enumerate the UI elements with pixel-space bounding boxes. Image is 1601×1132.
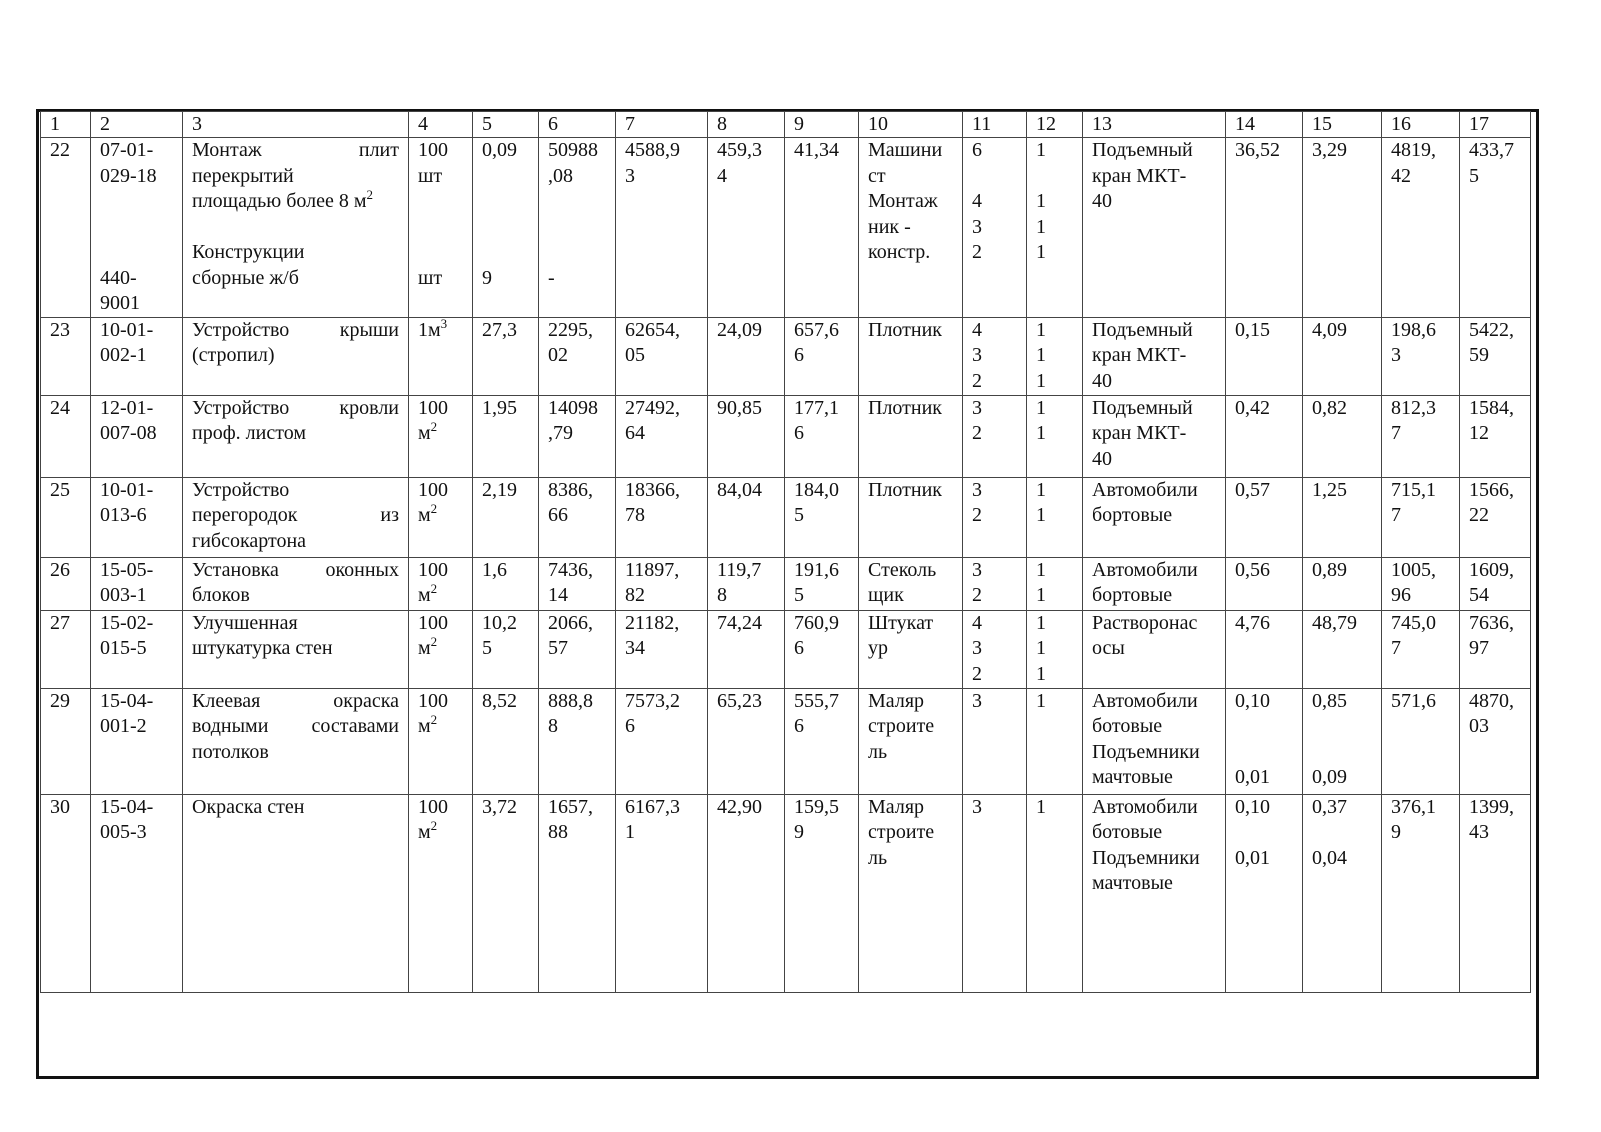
rate-code: 07-01- 029-18 440- 9001 bbox=[91, 138, 183, 318]
description-line bbox=[192, 529, 399, 555]
value-17: 5422, 59 bbox=[1460, 317, 1531, 395]
value-16: 715,1 7 bbox=[1382, 477, 1460, 557]
unit-exponent: 2 bbox=[430, 634, 438, 649]
value-14: 0,15 bbox=[1226, 317, 1303, 395]
description-line bbox=[192, 396, 399, 422]
worker-profession: Штукат ур bbox=[859, 610, 963, 688]
description-text: Устройство крыши bbox=[192, 318, 399, 341]
quantity: 3,72 bbox=[473, 794, 539, 992]
row-number: 30 bbox=[41, 794, 91, 992]
column-number-14: 14 bbox=[1226, 112, 1303, 138]
value-6: 2066, 57 bbox=[539, 610, 616, 688]
description-text: потолков bbox=[192, 740, 269, 763]
value-9: 555,7 6 bbox=[785, 688, 859, 794]
description-text: перекрытий bbox=[192, 164, 294, 187]
value-7: 21182, 34 bbox=[616, 610, 708, 688]
value-16: 571,6 bbox=[1382, 688, 1460, 794]
row-number: 25 bbox=[41, 477, 91, 557]
value-6: 14098 ,79 bbox=[539, 395, 616, 477]
value-9: 760,9 6 bbox=[785, 610, 859, 688]
work-description bbox=[183, 557, 409, 610]
value-15: 48,79 bbox=[1303, 610, 1382, 688]
value-6: 888,8 8 bbox=[539, 688, 616, 794]
value-8: 74,24 bbox=[708, 610, 785, 688]
description-line bbox=[192, 689, 399, 715]
description-line bbox=[192, 583, 399, 609]
unit-exponent: 2 bbox=[430, 818, 438, 833]
table-row bbox=[41, 688, 1531, 794]
work-description bbox=[183, 610, 409, 688]
value-17: 4870, 03 bbox=[1460, 688, 1531, 794]
value-15: 0,85 0,09 bbox=[1303, 688, 1382, 794]
value-14: 36,52 bbox=[1226, 138, 1303, 318]
value-9: 177,1 6 bbox=[785, 395, 859, 477]
description-text: Улучшенная bbox=[192, 611, 298, 634]
column-number-12: 12 bbox=[1027, 112, 1083, 138]
unit-cell bbox=[409, 317, 473, 395]
table-row bbox=[41, 317, 1531, 395]
value-8: 42,90 bbox=[708, 794, 785, 992]
value-16: 376,1 9 bbox=[1382, 794, 1460, 992]
worker-count: 1 1 bbox=[1027, 477, 1083, 557]
unit-exponent: 2 bbox=[366, 187, 374, 202]
column-number-6: 6 bbox=[539, 112, 616, 138]
description-line bbox=[192, 795, 399, 821]
description-line bbox=[192, 343, 399, 369]
row-number: 29 bbox=[41, 688, 91, 794]
value-15: 3,29 bbox=[1303, 138, 1382, 318]
worker-profession: Плотник bbox=[859, 317, 963, 395]
machine-name: Автомобили ботовые Подъемники мачтовые bbox=[1083, 688, 1226, 794]
column-number-9: 9 bbox=[785, 112, 859, 138]
value-17: 1399, 43 bbox=[1460, 794, 1531, 992]
value-9: 159,5 9 bbox=[785, 794, 859, 992]
value-14: 4,76 bbox=[1226, 610, 1303, 688]
worker-profession: Стеколь щик bbox=[859, 557, 963, 610]
worker-count: 1 1 1 bbox=[1027, 317, 1083, 395]
value-15: 0,82 bbox=[1303, 395, 1382, 477]
work-description bbox=[183, 317, 409, 395]
value-9: 41,34 bbox=[785, 138, 859, 318]
value-14: 0,10 0,01 bbox=[1226, 794, 1303, 992]
value-17: 1584, 12 bbox=[1460, 395, 1531, 477]
description-line bbox=[192, 714, 399, 740]
description-text: блоков bbox=[192, 584, 250, 606]
value-9: 191,6 5 bbox=[785, 557, 859, 610]
rate-code: 10-01- 002-1 bbox=[91, 317, 183, 395]
description-text: Устройство bbox=[192, 478, 290, 501]
value-8: 459,3 4 bbox=[708, 138, 785, 318]
worker-profession: Машини ст Монтаж ник - констр. bbox=[859, 138, 963, 318]
unit-cell: 100 шт шт bbox=[409, 138, 473, 318]
value-7: 6167,3 1 bbox=[616, 794, 708, 992]
machine-name: Автомобили бортовые bbox=[1083, 557, 1226, 610]
rate-code: 12-01- 007-08 bbox=[91, 395, 183, 477]
description-line bbox=[192, 138, 399, 164]
worker-grade: 3 2 bbox=[963, 557, 1027, 610]
column-number-11: 11 bbox=[963, 112, 1027, 138]
machine-name: Автомобили бортовые bbox=[1083, 477, 1226, 557]
description-line bbox=[192, 421, 399, 447]
description-text: проф. листом bbox=[192, 422, 306, 444]
description-text: Клеевая окраска bbox=[192, 689, 399, 712]
quantity: 1,95 bbox=[473, 395, 539, 477]
value-14: 0,57 bbox=[1226, 477, 1303, 557]
worker-grade: 4 3 2 bbox=[963, 610, 1027, 688]
value-8: 24,09 bbox=[708, 317, 785, 395]
value-17: 1609, 54 bbox=[1460, 557, 1531, 610]
column-number-1: 1 bbox=[41, 112, 91, 138]
quantity: 0,09 9 bbox=[473, 138, 539, 318]
work-description bbox=[183, 138, 409, 318]
value-6: 1657, 88 bbox=[539, 794, 616, 992]
column-number-8: 8 bbox=[708, 112, 785, 138]
description-text: Окраска стен bbox=[192, 795, 305, 818]
unit-cell bbox=[409, 794, 473, 992]
unit-exponent: 3 bbox=[440, 317, 448, 331]
unit-base: 100 м bbox=[418, 558, 448, 606]
row-number: 26 bbox=[41, 557, 91, 610]
value-14: 0,42 bbox=[1226, 395, 1303, 477]
value-7: 18366, 78 bbox=[616, 477, 708, 557]
value-17: 1566, 22 bbox=[1460, 477, 1531, 557]
rate-code: 15-04- 001-2 bbox=[91, 688, 183, 794]
unit-exponent: 2 bbox=[430, 581, 438, 596]
worker-profession: Маляр строите ль bbox=[859, 794, 963, 992]
value-7: 27492, 64 bbox=[616, 395, 708, 477]
description-line bbox=[192, 478, 399, 504]
value-7: 62654, 05 bbox=[616, 317, 708, 395]
worker-grade: 3 2 bbox=[963, 395, 1027, 477]
worker-grade: 6 4 3 2 bbox=[963, 138, 1027, 318]
unit-base: 100 м bbox=[418, 611, 448, 659]
rate-code: 15-05- 003-1 bbox=[91, 557, 183, 610]
row-number: 24 bbox=[41, 395, 91, 477]
value-6: 50988 ,08 - bbox=[539, 138, 616, 318]
rate-code: 10-01- 013-6 bbox=[91, 477, 183, 557]
value-8: 65,23 bbox=[708, 688, 785, 794]
worker-count: 1 1 1 bbox=[1027, 610, 1083, 688]
column-number-10: 10 bbox=[859, 112, 963, 138]
unit-base: 100 м bbox=[418, 689, 448, 737]
value-16: 1005, 96 bbox=[1382, 557, 1460, 610]
value-17: 7636, 97 bbox=[1460, 610, 1531, 688]
table-row bbox=[41, 138, 1531, 318]
unit-base: 100 м bbox=[418, 478, 448, 526]
description-line bbox=[192, 318, 399, 344]
row-number: 22 bbox=[41, 138, 91, 318]
worker-count: 1 1 1 1 bbox=[1027, 138, 1083, 318]
machine-name: Растворонас осы bbox=[1083, 610, 1226, 688]
description-text: (стропил) bbox=[192, 344, 275, 366]
column-number-16: 16 bbox=[1382, 112, 1460, 138]
worker-profession: Маляр строите ль bbox=[859, 688, 963, 794]
column-number-4: 4 bbox=[409, 112, 473, 138]
worker-count: 1 1 bbox=[1027, 395, 1083, 477]
unit-cell bbox=[409, 395, 473, 477]
column-number-5: 5 bbox=[473, 112, 539, 138]
description-text: Установка оконных bbox=[192, 558, 399, 581]
worker-profession: Плотник bbox=[859, 477, 963, 557]
value-14: 0,56 bbox=[1226, 557, 1303, 610]
unit-cell bbox=[409, 557, 473, 610]
column-number-15: 15 bbox=[1303, 112, 1382, 138]
work-description bbox=[183, 688, 409, 794]
value-6: 2295, 02 bbox=[539, 317, 616, 395]
material-note: Конструкции сборные ж/б bbox=[192, 241, 305, 289]
value-15: 0,37 0,04 bbox=[1303, 794, 1382, 992]
description-line bbox=[192, 636, 399, 662]
value-16: 198,6 3 bbox=[1382, 317, 1460, 395]
machine-name: Подъемный кран МКТ- 40 bbox=[1083, 138, 1226, 318]
column-number-13: 13 bbox=[1083, 112, 1226, 138]
work-description bbox=[183, 477, 409, 557]
rate-code: 15-04- 005-3 bbox=[91, 794, 183, 992]
unit-cell bbox=[409, 688, 473, 794]
worker-count: 1 bbox=[1027, 794, 1083, 992]
unit-cell bbox=[409, 610, 473, 688]
value-17: 433,7 5 bbox=[1460, 138, 1531, 318]
value-6: 8386, 66 bbox=[539, 477, 616, 557]
description-text: перегородок из bbox=[192, 504, 399, 526]
unit-exponent: 2 bbox=[430, 501, 438, 516]
unit-base: 1м bbox=[418, 318, 441, 341]
value-14: 0,10 0,01 bbox=[1226, 688, 1303, 794]
description-text: гибсокартона bbox=[192, 529, 307, 552]
description-text: площадью более 8 м bbox=[192, 190, 367, 212]
worker-count: 1 1 bbox=[1027, 557, 1083, 610]
value-9: 657,6 6 bbox=[785, 317, 859, 395]
value-15: 1,25 bbox=[1303, 477, 1382, 557]
value-7: 11897, 82 bbox=[616, 557, 708, 610]
value-8: 84,04 bbox=[708, 477, 785, 557]
value-15: 4,09 bbox=[1303, 317, 1382, 395]
description-text: штукатурка стен bbox=[192, 637, 333, 659]
value-9: 184,0 5 bbox=[785, 477, 859, 557]
value-15: 0,89 bbox=[1303, 557, 1382, 610]
description-text: водными составами bbox=[192, 715, 399, 737]
unit-exponent: 2 bbox=[430, 419, 438, 434]
table-row bbox=[41, 794, 1531, 992]
unit-base: 100 м bbox=[418, 396, 448, 444]
rate-code: 15-02- 015-5 bbox=[91, 610, 183, 688]
unit-cell bbox=[409, 477, 473, 557]
value-8: 119,7 8 bbox=[708, 557, 785, 610]
column-number-2: 2 bbox=[91, 112, 183, 138]
column-number-17: 17 bbox=[1460, 112, 1531, 138]
description-text: Устройство кровли bbox=[192, 396, 399, 419]
row-number: 23 bbox=[41, 317, 91, 395]
quantity: 1,6 bbox=[473, 557, 539, 610]
value-16: 812,3 7 bbox=[1382, 395, 1460, 477]
quantity: 8,52 bbox=[473, 688, 539, 794]
worker-grade: 3 2 bbox=[963, 477, 1027, 557]
description-line bbox=[192, 189, 399, 215]
row-number: 27 bbox=[41, 610, 91, 688]
value-7: 4588,9 3 bbox=[616, 138, 708, 318]
worker-grade: 4 3 2 bbox=[963, 317, 1027, 395]
worker-profession: Плотник bbox=[859, 395, 963, 477]
column-number-7: 7 bbox=[616, 112, 708, 138]
description-line bbox=[192, 558, 399, 584]
value-8: 90,85 bbox=[708, 395, 785, 477]
description-line bbox=[192, 164, 399, 190]
quantity: 27,3 bbox=[473, 317, 539, 395]
work-description bbox=[183, 794, 409, 992]
worker-grade: 3 bbox=[963, 688, 1027, 794]
table-row bbox=[41, 610, 1531, 688]
work-description bbox=[183, 395, 409, 477]
description-line bbox=[192, 611, 399, 637]
unit-exponent: 2 bbox=[430, 712, 438, 727]
table-row bbox=[41, 395, 1531, 477]
description-text: Монтаж плит bbox=[192, 139, 399, 161]
unit-base: 100 м bbox=[418, 795, 448, 843]
estimate-table bbox=[40, 111, 1531, 993]
quantity: 2,19 bbox=[473, 477, 539, 557]
machine-name: Подъемный кран МКТ- 40 bbox=[1083, 395, 1226, 477]
value-7: 7573,2 6 bbox=[616, 688, 708, 794]
worker-count: 1 bbox=[1027, 688, 1083, 794]
table-row bbox=[41, 477, 1531, 557]
quantity: 10,2 5 bbox=[473, 610, 539, 688]
header-row bbox=[41, 112, 1531, 138]
description-line bbox=[192, 740, 399, 766]
machine-name: Подъемный кран МКТ- 40 bbox=[1083, 317, 1226, 395]
value-16: 4819, 42 bbox=[1382, 138, 1460, 318]
description-line bbox=[192, 503, 399, 529]
table-row bbox=[41, 557, 1531, 610]
column-number-3: 3 bbox=[183, 112, 409, 138]
machine-name: Автомобили ботовые Подъемники мачтовые bbox=[1083, 794, 1226, 992]
value-6: 7436, 14 bbox=[539, 557, 616, 610]
value-16: 745,0 7 bbox=[1382, 610, 1460, 688]
worker-grade: 3 bbox=[963, 794, 1027, 992]
